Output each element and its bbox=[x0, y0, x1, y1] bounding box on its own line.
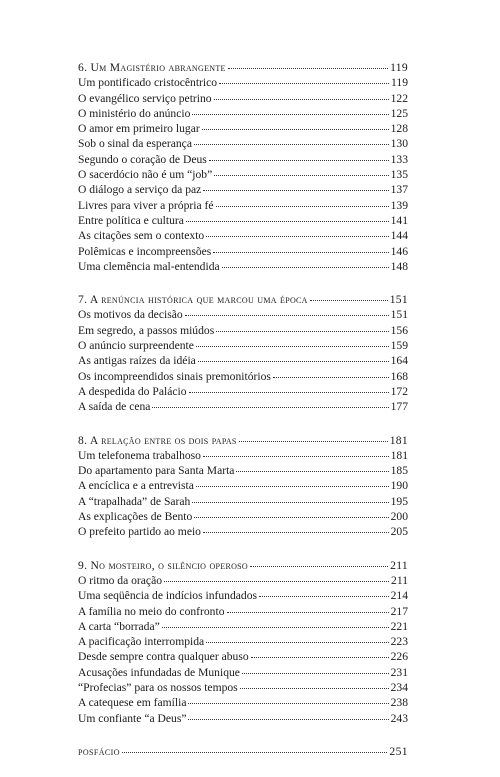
toc-heading-title: 8. A relação entre os dois papas bbox=[78, 433, 237, 447]
toc-heading-page: 151 bbox=[389, 293, 408, 307]
toc-heading bbox=[78, 292, 408, 307]
dot-leader bbox=[242, 673, 389, 674]
dot-leader bbox=[192, 114, 388, 115]
toc-entry-page: 214 bbox=[390, 589, 408, 603]
toc-entry-title: A “trapalhada” de Sarah bbox=[78, 494, 191, 508]
dot-leader bbox=[236, 471, 388, 472]
toc-entry bbox=[78, 588, 408, 603]
toc-entry bbox=[78, 338, 408, 353]
dot-leader bbox=[219, 83, 389, 84]
toc-entry bbox=[78, 75, 408, 90]
toc-entry-page: 125 bbox=[390, 106, 408, 120]
dot-leader bbox=[214, 175, 388, 176]
dot-leader bbox=[250, 566, 388, 567]
toc-entry bbox=[78, 478, 408, 493]
toc-entry-title: Entre política e cultura bbox=[78, 213, 184, 227]
dot-leader bbox=[186, 221, 389, 222]
toc-entry bbox=[78, 695, 408, 710]
dot-leader bbox=[259, 596, 389, 597]
dot-leader bbox=[162, 627, 389, 628]
dot-leader bbox=[194, 517, 388, 518]
toc-entry-title: O ministério do anúncio bbox=[78, 106, 191, 120]
toc-entry-title: O sacerdócio não é um “job” bbox=[78, 168, 213, 182]
toc-entry-page: 217 bbox=[390, 604, 408, 618]
toc-entry-page: 226 bbox=[390, 650, 408, 664]
toc-entry-page: 200 bbox=[390, 510, 408, 524]
dot-leader bbox=[239, 441, 388, 442]
toc-entry bbox=[78, 106, 408, 121]
toc-entry bbox=[78, 307, 408, 322]
toc-heading-title: posfácio bbox=[78, 744, 120, 758]
dot-leader bbox=[209, 160, 389, 161]
toc-entry-page: 223 bbox=[390, 635, 408, 649]
toc-entry bbox=[78, 259, 408, 274]
toc-entry-title: O diálogo a serviço da paz bbox=[78, 183, 202, 197]
dot-leader bbox=[202, 129, 389, 130]
toc-entry bbox=[78, 323, 408, 338]
toc-entry-page: 119 bbox=[391, 76, 408, 90]
toc-entry-title: As explicações de Bento bbox=[78, 510, 193, 524]
dot-leader bbox=[164, 581, 389, 582]
toc-section-6 bbox=[78, 60, 408, 274]
toc-section-posfacio bbox=[78, 744, 408, 759]
toc-heading bbox=[78, 744, 408, 759]
toc-entry-title: Uma seqüência de indícios infundados bbox=[78, 589, 258, 603]
dot-leader bbox=[228, 68, 388, 69]
toc-entry-page: 135 bbox=[390, 168, 408, 182]
toc-heading-page: 211 bbox=[390, 558, 408, 572]
dot-leader bbox=[196, 346, 389, 347]
dot-leader bbox=[198, 361, 389, 362]
toc-heading bbox=[78, 433, 408, 448]
toc-entry-title: Um pontificado cristocêntrico bbox=[78, 76, 218, 90]
toc-entry bbox=[78, 121, 408, 136]
toc-entry-title: A despedida do Palácio bbox=[78, 384, 187, 398]
toc-entry bbox=[78, 353, 408, 368]
toc-entry bbox=[78, 711, 408, 726]
toc-entry bbox=[78, 152, 408, 167]
toc-entry bbox=[78, 448, 408, 463]
toc-entry bbox=[78, 573, 408, 588]
dot-leader bbox=[185, 315, 389, 316]
toc-entry-title: A pacificação interrompida bbox=[78, 635, 205, 649]
toc-entry-page: 122 bbox=[390, 91, 408, 105]
dot-leader bbox=[188, 703, 388, 704]
toc-entry bbox=[78, 463, 408, 478]
dot-leader bbox=[273, 377, 389, 378]
toc-entry-page: 168 bbox=[390, 369, 408, 383]
dot-leader bbox=[196, 486, 389, 487]
toc-section-7 bbox=[78, 292, 408, 414]
toc-entry-page: 130 bbox=[390, 137, 408, 151]
dot-leader bbox=[188, 719, 388, 720]
dot-leader bbox=[222, 267, 389, 268]
toc-entry-page: 156 bbox=[390, 323, 408, 337]
toc-entry bbox=[78, 369, 408, 384]
toc-entry bbox=[78, 182, 408, 197]
toc-entry-title: O ritmo da oração bbox=[78, 573, 163, 587]
toc-section-8 bbox=[78, 433, 408, 540]
dot-leader bbox=[214, 99, 389, 100]
toc-entry bbox=[78, 198, 408, 213]
toc-entry-title: A carta “borrada” bbox=[78, 619, 160, 633]
toc-entry-title: Um confiante “a Deus” bbox=[78, 711, 187, 725]
toc-entry-page: 148 bbox=[390, 259, 408, 273]
toc-entry-page: 128 bbox=[390, 122, 408, 136]
toc-entry-title: Os motivos da decisão bbox=[78, 308, 183, 322]
toc-entry-page: 195 bbox=[390, 494, 408, 508]
toc-entry-title: “Profecias” para os nossos tempos bbox=[78, 680, 238, 694]
toc-entry-page: 231 bbox=[390, 665, 408, 679]
toc-entry bbox=[78, 136, 408, 151]
toc-entry-page: 234 bbox=[390, 680, 408, 694]
dot-leader bbox=[310, 300, 388, 301]
toc-entry-page: 159 bbox=[390, 339, 408, 353]
toc-entry-title: Desde sempre contra qualquer abuso bbox=[78, 650, 249, 664]
dot-leader bbox=[251, 657, 389, 658]
dot-leader bbox=[203, 456, 389, 457]
toc-entry bbox=[78, 228, 408, 243]
toc-section-9 bbox=[78, 558, 408, 726]
toc-entry-page: 172 bbox=[390, 384, 408, 398]
toc-entry bbox=[78, 524, 408, 539]
dot-leader bbox=[152, 407, 388, 408]
toc-entry-page: 139 bbox=[390, 198, 408, 212]
toc-entry-page: 133 bbox=[390, 152, 408, 166]
toc-entry-title: A saída de cena bbox=[78, 400, 151, 414]
toc-entry-title: O evangélico serviço petrino bbox=[78, 91, 212, 105]
toc-heading-title: 6. Um Magistério abrangente bbox=[78, 61, 226, 74]
toc-entry-title: Uma clemência mal-entendida bbox=[78, 259, 220, 273]
toc-entry-title: Livres para viver a própria fé bbox=[78, 198, 214, 212]
dot-leader bbox=[206, 236, 388, 237]
toc-entry bbox=[78, 509, 408, 524]
toc-entry-page: 146 bbox=[390, 244, 408, 258]
toc-entry bbox=[78, 665, 408, 680]
toc-entry bbox=[78, 494, 408, 509]
dot-leader bbox=[216, 331, 388, 332]
dot-leader bbox=[203, 532, 389, 533]
toc-entry bbox=[78, 604, 408, 619]
toc-entry bbox=[78, 213, 408, 228]
dot-leader bbox=[192, 502, 388, 503]
toc-entry-page: 141 bbox=[390, 213, 408, 227]
toc-entry-page: 190 bbox=[390, 479, 408, 493]
toc-entry-title: Os incompreendidos sinais premonitórios bbox=[78, 369, 271, 383]
dot-leader bbox=[227, 612, 389, 613]
toc-entry bbox=[78, 244, 408, 259]
toc-entry-title: A catequese em família bbox=[78, 696, 187, 710]
toc-entry-title: Segundo o coração de Deus bbox=[78, 152, 207, 166]
dot-leader bbox=[240, 688, 389, 689]
toc-heading-page: 181 bbox=[389, 433, 408, 447]
toc-entry-page: 211 bbox=[391, 573, 408, 587]
toc-entry bbox=[78, 634, 408, 649]
toc-entry-page: 221 bbox=[390, 619, 408, 633]
toc-entry-title: Do apartamento para Santa Marta bbox=[78, 464, 235, 478]
toc-entry-title: As antigas raízes da idéia bbox=[78, 354, 196, 368]
toc-heading bbox=[78, 60, 408, 75]
toc-entry-page: 144 bbox=[390, 229, 408, 243]
dot-leader bbox=[206, 642, 388, 643]
toc-entry bbox=[78, 91, 408, 106]
toc-entry-title: A família no meio do confronto bbox=[78, 604, 225, 618]
table-of-contents bbox=[78, 60, 408, 777]
toc-entry bbox=[78, 167, 408, 182]
toc-entry-page: 177 bbox=[390, 400, 408, 414]
toc-heading-page: 119 bbox=[390, 61, 408, 74]
toc-entry-page: 164 bbox=[390, 354, 408, 368]
toc-entry-title: O prefeito partido ao meio bbox=[78, 525, 201, 539]
toc-entry-page: 185 bbox=[390, 464, 408, 478]
toc-heading-title: 7. A renúncia histórica que marcou uma época bbox=[78, 293, 308, 307]
toc-entry-title: O anúncio surpreendente bbox=[78, 339, 194, 353]
dot-leader bbox=[213, 252, 388, 253]
dot-leader bbox=[203, 190, 388, 191]
toc-entry-page: 205 bbox=[390, 525, 408, 539]
toc-entry bbox=[78, 399, 408, 414]
toc-entry bbox=[78, 384, 408, 399]
toc-heading-title: 9. No mosteiro, o silêncio operoso bbox=[78, 558, 248, 572]
toc-entry-title: Sob o sinal da esperança bbox=[78, 137, 192, 151]
toc-entry-title: Polêmicas e incompreensões bbox=[78, 244, 212, 258]
toc-entry-title: A encíclica e a entrevista bbox=[78, 479, 194, 493]
toc-entry bbox=[78, 619, 408, 634]
toc-entry-page: 181 bbox=[390, 448, 408, 462]
toc-entry-page: 238 bbox=[390, 696, 408, 710]
dot-leader bbox=[194, 144, 389, 145]
toc-entry-page: 137 bbox=[390, 183, 408, 197]
toc-entry-title: Em segredo, a passos miúdos bbox=[78, 323, 215, 337]
toc-entry bbox=[78, 649, 408, 664]
dot-leader bbox=[189, 392, 389, 393]
toc-entry-title: Um telefonema trabalhoso bbox=[78, 448, 201, 462]
toc-entry bbox=[78, 680, 408, 695]
toc-entry-page: 151 bbox=[390, 308, 408, 322]
toc-entry-title: Acusações infundadas de Munique bbox=[78, 665, 240, 679]
dot-leader bbox=[216, 206, 389, 207]
toc-entry-title: O amor em primeiro lugar bbox=[78, 122, 200, 136]
toc-entry-page: 243 bbox=[390, 711, 408, 725]
toc-heading bbox=[78, 558, 408, 573]
toc-entry-title: As citações sem o contexto bbox=[78, 229, 205, 243]
toc-heading-page: 251 bbox=[389, 744, 408, 758]
